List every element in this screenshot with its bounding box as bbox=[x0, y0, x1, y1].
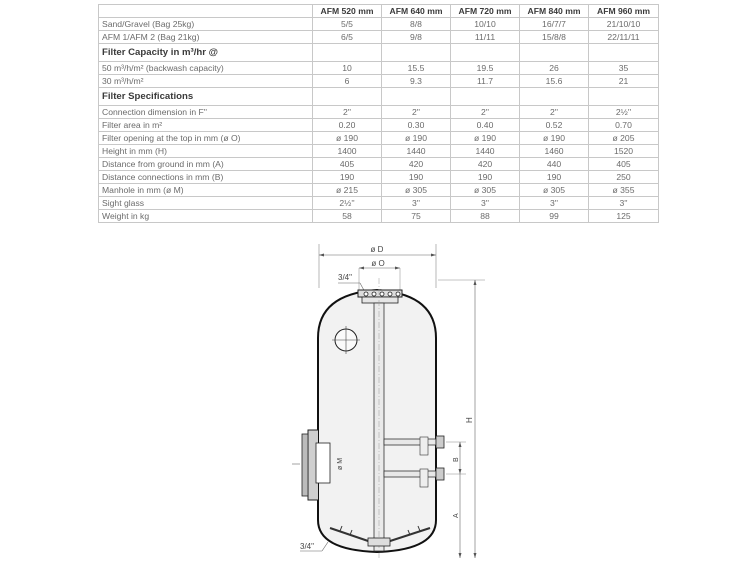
dim-m-label: ø M bbox=[337, 457, 344, 470]
value-cell: ø 190 bbox=[451, 132, 520, 145]
column-header: AFM 720 mm bbox=[451, 5, 520, 18]
section-row bbox=[99, 44, 659, 62]
empty-cell bbox=[589, 44, 659, 62]
spec-table bbox=[98, 4, 659, 223]
value-cell: 0.20 bbox=[313, 119, 382, 132]
value-cell: 3'' bbox=[382, 197, 451, 210]
value-cell: 420 bbox=[382, 158, 451, 171]
value-cell: 2½'' bbox=[313, 197, 382, 210]
value-cell: 190 bbox=[382, 171, 451, 184]
section-title: Filter Capacity in m³/hr @ bbox=[99, 44, 313, 62]
section-row bbox=[99, 88, 659, 106]
value-cell: 2'' bbox=[382, 106, 451, 119]
value-cell: 6 bbox=[313, 75, 382, 88]
dim-d-label: ø D bbox=[370, 245, 384, 254]
column-header: AFM 640 mm bbox=[382, 5, 451, 18]
empty-cell bbox=[382, 88, 451, 106]
dim-top-connection: 3/4" bbox=[338, 273, 352, 282]
dim-bottom-connection: 3/4" bbox=[300, 542, 314, 551]
column-header: AFM 960 mm bbox=[589, 5, 659, 18]
empty-cell bbox=[313, 44, 382, 62]
value-cell: 15.5 bbox=[382, 62, 451, 75]
row-label: Sight glass bbox=[99, 197, 313, 210]
filter-vessel-drawing bbox=[270, 238, 510, 565]
section-title: Filter Specifications bbox=[99, 88, 313, 106]
dim-b-label: B bbox=[453, 457, 460, 462]
row-label: Weight in kg bbox=[99, 210, 313, 223]
header-blank bbox=[99, 5, 313, 18]
dim-h-label: H bbox=[465, 417, 474, 423]
header-row bbox=[99, 5, 659, 18]
value-cell: 1440 bbox=[382, 145, 451, 158]
empty-cell bbox=[451, 44, 520, 62]
value-cell: 3'' bbox=[520, 197, 589, 210]
value-cell: ø 305 bbox=[382, 184, 451, 197]
table-row bbox=[99, 75, 659, 88]
value-cell: ø 215 bbox=[313, 184, 382, 197]
row-label: Filter opening at the top in mm (ø O) bbox=[99, 132, 313, 145]
value-cell: 1460 bbox=[520, 145, 589, 158]
value-cell: 250 bbox=[589, 171, 659, 184]
value-cell: 11/11 bbox=[451, 31, 520, 44]
value-cell: 2'' bbox=[520, 106, 589, 119]
table-row bbox=[99, 184, 659, 197]
value-cell: 8/8 bbox=[382, 18, 451, 31]
dim-o-label: ø O bbox=[371, 259, 385, 268]
value-cell: 88 bbox=[451, 210, 520, 223]
value-cell: 190 bbox=[451, 171, 520, 184]
value-cell: 1400 bbox=[313, 145, 382, 158]
value-cell: ø 190 bbox=[313, 132, 382, 145]
value-cell: 0.70 bbox=[589, 119, 659, 132]
value-cell: 6/5 bbox=[313, 31, 382, 44]
empty-cell bbox=[520, 44, 589, 62]
table-row bbox=[99, 106, 659, 119]
value-cell: 405 bbox=[589, 158, 659, 171]
column-header: AFM 840 mm bbox=[520, 5, 589, 18]
row-label: Filter area in m² bbox=[99, 119, 313, 132]
empty-cell bbox=[589, 88, 659, 106]
column-header: AFM 520 mm bbox=[313, 5, 382, 18]
row-label: Distance connections in mm (B) bbox=[99, 171, 313, 184]
value-cell: 2'' bbox=[451, 106, 520, 119]
value-cell: 21/10/10 bbox=[589, 18, 659, 31]
empty-cell bbox=[313, 88, 382, 106]
dim-a-label: A bbox=[453, 513, 460, 518]
value-cell: 2'' bbox=[313, 106, 382, 119]
table-row bbox=[99, 171, 659, 184]
row-label: Connection dimension in F'' bbox=[99, 106, 313, 119]
vessel-svg bbox=[270, 238, 510, 560]
value-cell: 10/10 bbox=[451, 18, 520, 31]
value-cell: 11.7 bbox=[451, 75, 520, 88]
table-row bbox=[99, 18, 659, 31]
row-label: 30 m³/h/m² bbox=[99, 75, 313, 88]
value-cell: 1440 bbox=[451, 145, 520, 158]
row-label: 50 m³/h/m² (backwash capacity) bbox=[99, 62, 313, 75]
value-cell: 19.5 bbox=[451, 62, 520, 75]
value-cell: ø 355 bbox=[589, 184, 659, 197]
value-cell: ø 190 bbox=[520, 132, 589, 145]
value-cell: 0.30 bbox=[382, 119, 451, 132]
value-cell: 15/8/8 bbox=[520, 31, 589, 44]
table-row bbox=[99, 119, 659, 132]
table-row bbox=[99, 210, 659, 223]
table-row bbox=[99, 132, 659, 145]
value-cell: 190 bbox=[313, 171, 382, 184]
value-cell: 35 bbox=[589, 62, 659, 75]
value-cell: 440 bbox=[520, 158, 589, 171]
value-cell: 5/5 bbox=[313, 18, 382, 31]
value-cell: 3'' bbox=[451, 197, 520, 210]
value-cell: ø 205 bbox=[589, 132, 659, 145]
value-cell: 0.40 bbox=[451, 119, 520, 132]
value-cell: 420 bbox=[451, 158, 520, 171]
row-label: Height in mm (H) bbox=[99, 145, 313, 158]
table-row bbox=[99, 158, 659, 171]
value-cell: 26 bbox=[520, 62, 589, 75]
value-cell: 75 bbox=[382, 210, 451, 223]
value-cell: 9/8 bbox=[382, 31, 451, 44]
value-cell: 3'' bbox=[589, 197, 659, 210]
table-row bbox=[99, 62, 659, 75]
value-cell: 2½'' bbox=[589, 106, 659, 119]
value-cell: 9.3 bbox=[382, 75, 451, 88]
value-cell: 58 bbox=[313, 210, 382, 223]
value-cell: 21 bbox=[589, 75, 659, 88]
value-cell: 190 bbox=[520, 171, 589, 184]
row-label: Distance from ground in mm (A) bbox=[99, 158, 313, 171]
row-label: Manhole in mm (ø M) bbox=[99, 184, 313, 197]
value-cell: ø 190 bbox=[382, 132, 451, 145]
table-row bbox=[99, 197, 659, 210]
value-cell: 16/7/7 bbox=[520, 18, 589, 31]
row-label: Sand/Gravel (Bag 25kg) bbox=[99, 18, 313, 31]
value-cell: 0.52 bbox=[520, 119, 589, 132]
table-row bbox=[99, 145, 659, 158]
value-cell: 1520 bbox=[589, 145, 659, 158]
value-cell: 10 bbox=[313, 62, 382, 75]
value-cell: ø 305 bbox=[520, 184, 589, 197]
empty-cell bbox=[451, 88, 520, 106]
value-cell: 99 bbox=[520, 210, 589, 223]
value-cell: 405 bbox=[313, 158, 382, 171]
row-label: AFM 1/AFM 2 (Bag 21kg) bbox=[99, 31, 313, 44]
value-cell: 15.6 bbox=[520, 75, 589, 88]
value-cell: 125 bbox=[589, 210, 659, 223]
empty-cell bbox=[382, 44, 451, 62]
value-cell: 22/11/11 bbox=[589, 31, 659, 44]
value-cell: ø 305 bbox=[451, 184, 520, 197]
empty-cell bbox=[520, 88, 589, 106]
table-row bbox=[99, 31, 659, 44]
